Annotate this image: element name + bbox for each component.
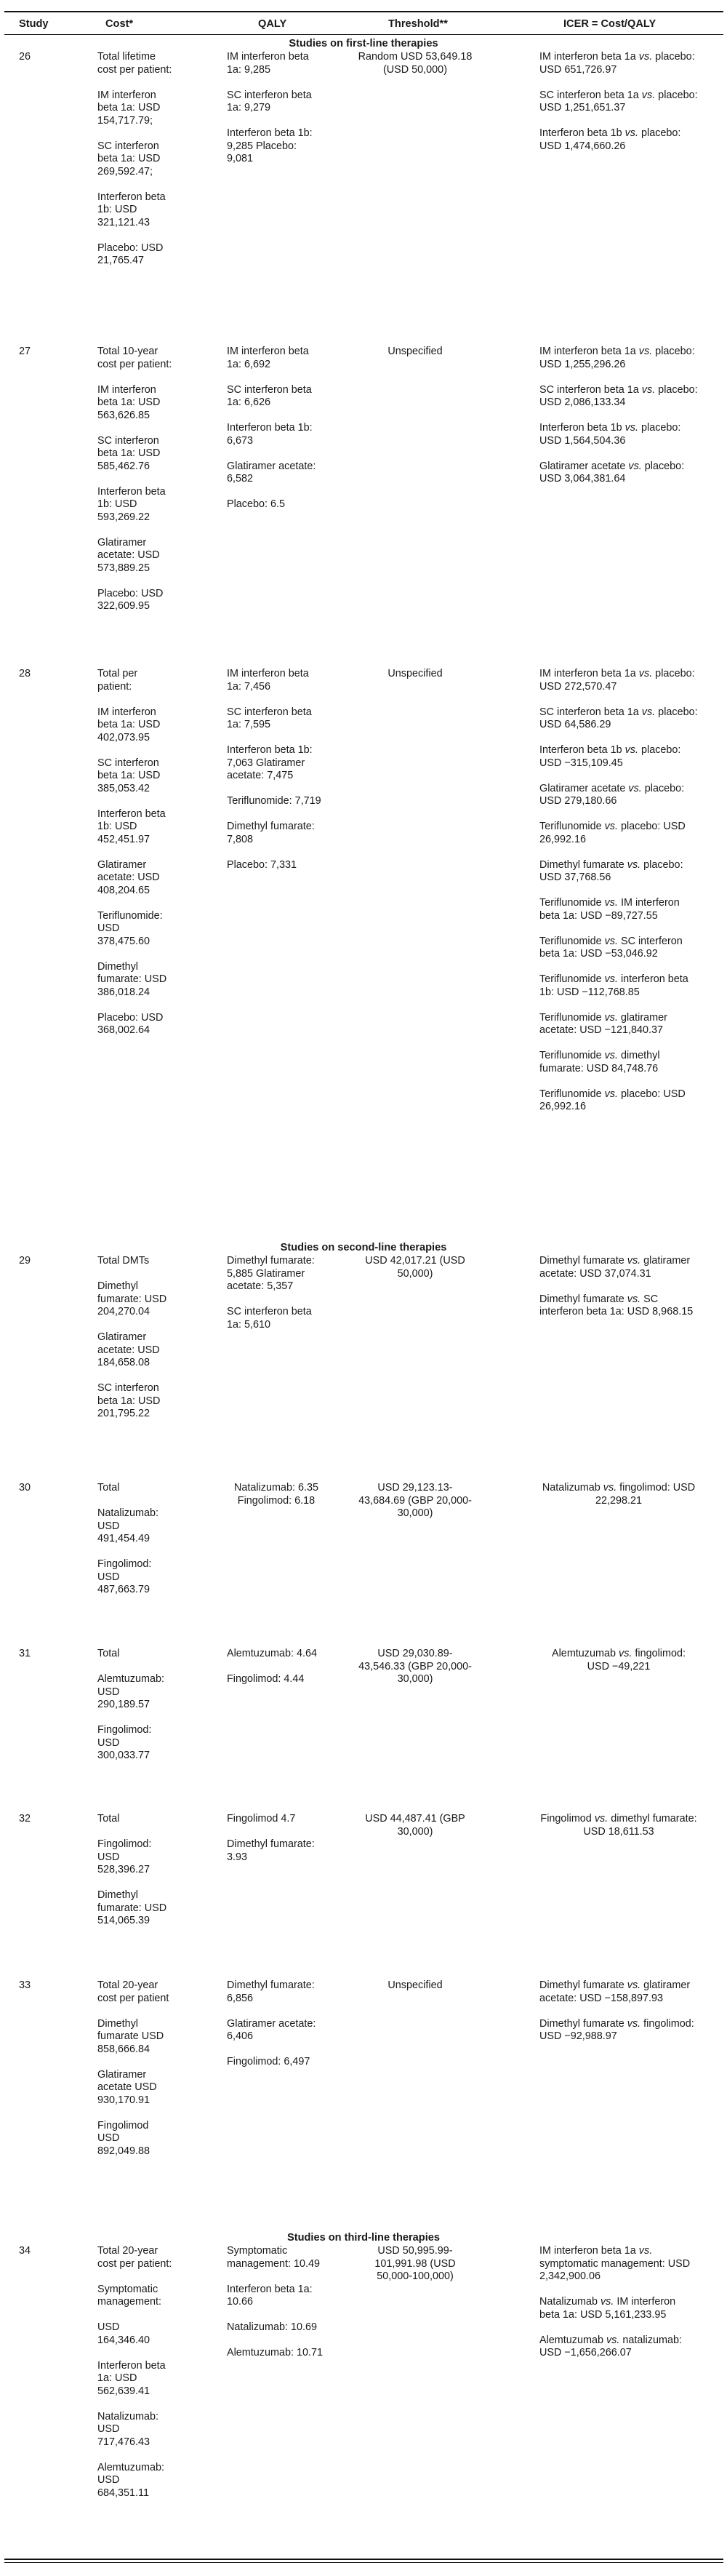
qaly-line: Placebo: 7,331 (227, 858, 297, 871)
icer-line: Teriflunomide vs. SC interferon beta 1a: USD −53,046.92 (539, 935, 683, 960)
cost-line: Dimethyl fumarate USD 858,666.84 (97, 2017, 164, 2055)
threshold-line: USD 42,017.21 (USD 50,000) (365, 1255, 465, 1280)
cost-line: Symptomatic management: (97, 2283, 161, 2308)
qaly-line: SC interferon beta 1a: 7,595 (227, 706, 312, 730)
icer-line: IM interferon beta 1a vs. placebo: USD 272,570.47 (539, 668, 695, 693)
cost-cell (97, 1482, 173, 1597)
qaly-cell (227, 51, 326, 166)
study-cell: 26 (19, 51, 31, 63)
threshold-cell (358, 668, 473, 681)
threshold-line: USD 29,030.89-43,546.33 (GBP 20,000-30,000) (358, 1648, 472, 1685)
icer-line: Fingolimod vs. dimethyl fumarate: USD 18,611.53 (540, 1813, 697, 1838)
cost-cell (97, 51, 173, 268)
cost-line: Total lifetime cost per patient: (97, 51, 172, 76)
cost-line: Interferon beta 1b: USD 593,269.22 (97, 485, 166, 523)
study-cell: 30 (19, 1482, 31, 1494)
icer-cell (539, 1979, 698, 2043)
icer-line: Teriflunomide vs. placebo: USD 26,992.16 (539, 821, 686, 845)
cost-line: Total 10-year cost per patient: (97, 346, 172, 370)
qaly-line: SC interferon beta 1a: 5,610 (227, 1306, 312, 1331)
cost-cell (97, 1648, 173, 1763)
cost-line: IM interferon beta 1a: USD 563,626.85 (97, 383, 161, 421)
threshold-line: USD 29,123.13-43,684.69 (GBP 20,000-30,000) (358, 1482, 472, 1519)
threshold-line: Unspecified (387, 1979, 443, 1991)
cost-line: Glatiramer acetate: USD 184,658.08 (97, 1331, 160, 1368)
bottom-rule-secondary (4, 2562, 723, 2563)
cost-cell (97, 668, 173, 1037)
header-qaly: QALY (258, 18, 287, 30)
cost-line: Fingolimod: USD 300,033.77 (97, 1724, 152, 1761)
cost-line: Fingolimod USD 892,049.88 (97, 2119, 150, 2157)
header-threshold: Threshold** (388, 18, 448, 30)
qaly-line: Symptomatic management: 10.49 (227, 2245, 321, 2270)
qaly-line: Dimethyl fumarate: 3.93 (227, 1838, 315, 1863)
threshold-cell (358, 2245, 473, 2284)
icer-line: SC interferon beta 1a vs. placebo: USD 64,586.29 (539, 706, 698, 730)
cost-line: Total (97, 1482, 120, 1494)
cost-line: Interferon beta 1b: USD 452,451.97 (97, 808, 166, 845)
icer-line: Dimethyl fumarate vs. glatiramer acetate: USD 37,074.31 (539, 1255, 691, 1280)
icer-line: Interferon beta 1b vs. placebo: USD 1,564,504.36 (539, 422, 681, 447)
cost-line: Placebo: USD 322,609.95 (97, 587, 164, 612)
qaly-line: IM interferon beta 1a: 9,285 (227, 51, 309, 76)
icer-cell (539, 1813, 698, 1838)
threshold-cell (358, 1979, 473, 1993)
cost-line: Total DMTs (97, 1255, 150, 1267)
qaly-line: IM interferon beta 1a: 7,456 (227, 668, 309, 693)
icer-line: Teriflunomide vs. placebo: USD 26,992.16 (539, 1088, 686, 1112)
cost-line: SC interferon beta 1a: USD 585,462.76 (97, 434, 161, 472)
icer-line: Alemtuzumab vs. fingolimod: USD −49,221 (552, 1648, 686, 1672)
qaly-line: IM interferon beta 1a: 6,692 (227, 346, 309, 370)
cost-cell (97, 1255, 173, 1421)
threshold-cell (358, 1482, 473, 1520)
qaly-line: Dimethyl fumarate: 7,808 (227, 821, 315, 845)
header-study: Study (19, 18, 49, 30)
section-first-line: Studies on first-line therapies (289, 38, 438, 49)
qaly-line: Interferon beta 1b: 6,673 (227, 422, 313, 447)
icer-cell (539, 1482, 698, 1507)
icer-line: Dimethyl fumarate vs. placebo: USD 37,768.56 (539, 858, 683, 883)
cost-line: SC interferon beta 1a: USD 385,053.42 (97, 757, 161, 794)
threshold-line: Unspecified (387, 346, 443, 357)
cost-line: Total (97, 1648, 120, 1659)
icer-line: Dimethyl fumarate vs. glatiramer acetate: USD −158,897.93 (539, 1979, 691, 2004)
bottom-rule (4, 2559, 723, 2560)
qaly-line: Natalizumab: 6.35 Fingolimod: 6.18 (234, 1482, 318, 1507)
qaly-line: Fingolimod 4.7 (227, 1813, 296, 1825)
icer-cell (539, 668, 698, 1114)
qaly-line: Interferon beta 1b: 9,285 Placebo: 9,081 (227, 127, 313, 164)
cost-line: SC interferon beta 1a: USD 201,795.22 (97, 1382, 161, 1419)
study-cell: 32 (19, 1813, 31, 1825)
icer-line: Teriflunomide vs. IM interferon beta 1a: USD −89,727.55 (539, 897, 680, 922)
qaly-line: Glatiramer acetate: 6,582 (227, 460, 316, 485)
cost-line: Natalizumab: USD 491,454.49 (97, 1507, 158, 1544)
qaly-cell (227, 668, 326, 872)
qaly-line: Interferon beta 1b: 7,063 Glatiramer acetate: 7,475 (227, 744, 313, 781)
qaly-line: Alemtuzumab: 4.64 (227, 1648, 317, 1659)
icer-line: IM interferon beta 1a vs. placebo: USD 1,255,296.26 (539, 346, 695, 370)
qaly-cell (227, 2245, 326, 2360)
cost-line: SC interferon beta 1a: USD 269,592.47; (97, 140, 161, 178)
qaly-line: Natalizumab: 10.69 (227, 2321, 317, 2333)
threshold-cell (358, 51, 473, 76)
qaly-line: Alemtuzumab: 10.71 (227, 2347, 323, 2358)
cost-line: Total (97, 1813, 120, 1825)
icer-line: Teriflunomide vs. glatiramer acetate: USD −121,840.37 (539, 1011, 667, 1036)
qaly-line: Fingolimod: 4.44 (227, 1673, 305, 1685)
qaly-line: SC interferon beta 1a: 9,279 (227, 89, 312, 113)
study-cell: 28 (19, 668, 31, 679)
study-cell: 34 (19, 2245, 31, 2257)
cost-line: Fingolimod: USD 528,396.27 (97, 1838, 152, 1875)
section-second-line: Studies on second-line therapies (280, 1242, 447, 1253)
qaly-line: Dimethyl fumarate: 6,856 (227, 1979, 315, 2004)
header-icer: ICER = Cost/QALY (563, 18, 656, 30)
icer-line: Alemtuzumab vs. natalizumab: USD −1,656,266.07 (539, 2334, 682, 2358)
icer-line: IM interferon beta 1a vs. symptomatic management: USD 2,342,900.06 (539, 2245, 691, 2282)
qaly-line: Teriflunomide: 7,719 (227, 795, 321, 807)
icer-line: IM interferon beta 1a vs. placebo: USD 651,726.97 (539, 51, 695, 76)
cost-line: Total per patient: (97, 668, 138, 693)
cost-cell (97, 346, 173, 613)
threshold-cell (358, 346, 473, 359)
threshold-line: USD 50,995.99-101,991.98 (USD 50,000-100,000) (374, 2245, 456, 2282)
icer-line: Glatiramer acetate vs. placebo: USD 3,064,381.64 (539, 460, 685, 485)
icer-cell (539, 1648, 698, 1673)
qaly-cell (227, 1255, 326, 1331)
threshold-cell (358, 1648, 473, 1686)
icer-line: Interferon beta 1b vs. placebo: USD −315,109.45 (539, 744, 681, 769)
cost-line: Interferon beta 1b: USD 321,121.43 (97, 191, 166, 228)
cost-line: USD 164,346.40 (97, 2321, 150, 2346)
cost-line: Interferon beta 1a: USD 562,639.41 (97, 2359, 166, 2397)
qaly-cell (227, 1979, 326, 2069)
cost-cell (97, 2245, 173, 2500)
cost-line: Glatiramer acetate USD 930,170.91 (97, 2068, 157, 2106)
icer-line: Natalizumab vs. fingolimod: USD 22,298.21 (542, 1482, 696, 1507)
icer-line: SC interferon beta 1a vs. placebo: USD 2,086,133.34 (539, 383, 698, 408)
cost-cell (97, 1813, 173, 1928)
study-cell: 29 (19, 1255, 31, 1267)
cost-cell (97, 1979, 173, 2158)
qaly-cell (227, 1648, 326, 1686)
icer-line: Dimethyl fumarate vs. fingolimod: USD −92,988.97 (539, 2017, 694, 2042)
icer-line: Dimethyl fumarate vs. SC interferon beta 1a: USD 8,968.15 (539, 1293, 694, 1317)
qaly-cell (227, 346, 326, 511)
icer-line: Natalizumab vs. IM interferon beta 1a: USD 5,161,233.95 (539, 2296, 676, 2321)
qaly-line: Placebo: 6.5 (227, 498, 286, 510)
icer-cell (539, 1255, 698, 1319)
icer-line: Interferon beta 1b vs. placebo: USD 1,474,660.26 (539, 127, 681, 152)
cost-line: Dimethyl fumarate: USD 386,018.24 (97, 960, 167, 998)
icer-line: Teriflunomide vs. dimethyl fumarate: USD 84,748.76 (539, 1050, 660, 1074)
cost-line: Alemtuzumab: USD 290,189.57 (97, 1673, 164, 1710)
study-cell: 27 (19, 346, 31, 357)
header-rule (4, 34, 723, 35)
threshold-line: Unspecified (387, 668, 443, 679)
cost-line: Fingolimod: USD 487,663.79 (97, 1558, 152, 1595)
cost-line: Dimethyl fumarate: USD 204,270.04 (97, 1280, 167, 1317)
cost-line: Glatiramer acetate: USD 573,889.25 (97, 536, 160, 574)
cost-line: IM interferon beta 1a: USD 402,073.95 (97, 706, 161, 743)
cost-line: Alemtuzumab: USD 684,351.11 (97, 2461, 164, 2499)
icer-line: Teriflunomide vs. interferon beta 1b: USD −112,768.85 (539, 973, 688, 998)
qaly-line: Dimethyl fumarate: 5,885 Glatiramer acetate: 5,357 (227, 1255, 315, 1292)
cost-line: Glatiramer acetate: USD 408,204.65 (97, 858, 160, 896)
icer-cell (539, 346, 698, 486)
cost-line: Total 20-year cost per patient: (97, 2245, 172, 2270)
threshold-cell (358, 1255, 473, 1280)
top-rule (4, 11, 723, 12)
threshold-line: USD 44,487.41 (GBP 30,000) (365, 1813, 465, 1838)
cost-line: Natalizumab: USD 717,476.43 (97, 2410, 158, 2448)
cost-line: Placebo: USD 21,765.47 (97, 242, 164, 266)
cost-line: IM interferon beta 1a: USD 154,717.79; (97, 89, 161, 127)
cost-line: Total 20-year cost per patient (97, 1979, 169, 2004)
section-third-line: Studies on third-line therapies (286, 2232, 440, 2244)
study-cell: 31 (19, 1648, 31, 1659)
qaly-line: Fingolimod: 6,497 (227, 2056, 310, 2067)
qaly-cell (227, 1813, 326, 1864)
icer-cell (539, 51, 698, 153)
threshold-line: Random USD 53,649.18 (USD 50,000) (358, 51, 473, 76)
qaly-line: SC interferon beta 1a: 6,626 (227, 383, 312, 408)
cost-line: Placebo: USD 368,002.64 (97, 1011, 164, 1036)
cost-line: Dimethyl fumarate: USD 514,065.39 (97, 1889, 167, 1926)
icer-line: Glatiramer acetate vs. placebo: USD 279,180.66 (539, 782, 685, 807)
cost-line: Teriflunomide: USD 378,475.60 (97, 909, 163, 947)
study-cell: 33 (19, 1979, 31, 1991)
qaly-line: Glatiramer acetate: 6,406 (227, 2017, 316, 2042)
icer-cell (539, 2245, 698, 2360)
threshold-cell (358, 1813, 473, 1838)
qaly-line: Interferon beta 1a: 10.66 (227, 2283, 313, 2308)
header-cost: Cost* (105, 18, 134, 30)
qaly-cell (227, 1482, 326, 1507)
icer-line: SC interferon beta 1a vs. placebo: USD 1,251,651.37 (539, 89, 698, 113)
